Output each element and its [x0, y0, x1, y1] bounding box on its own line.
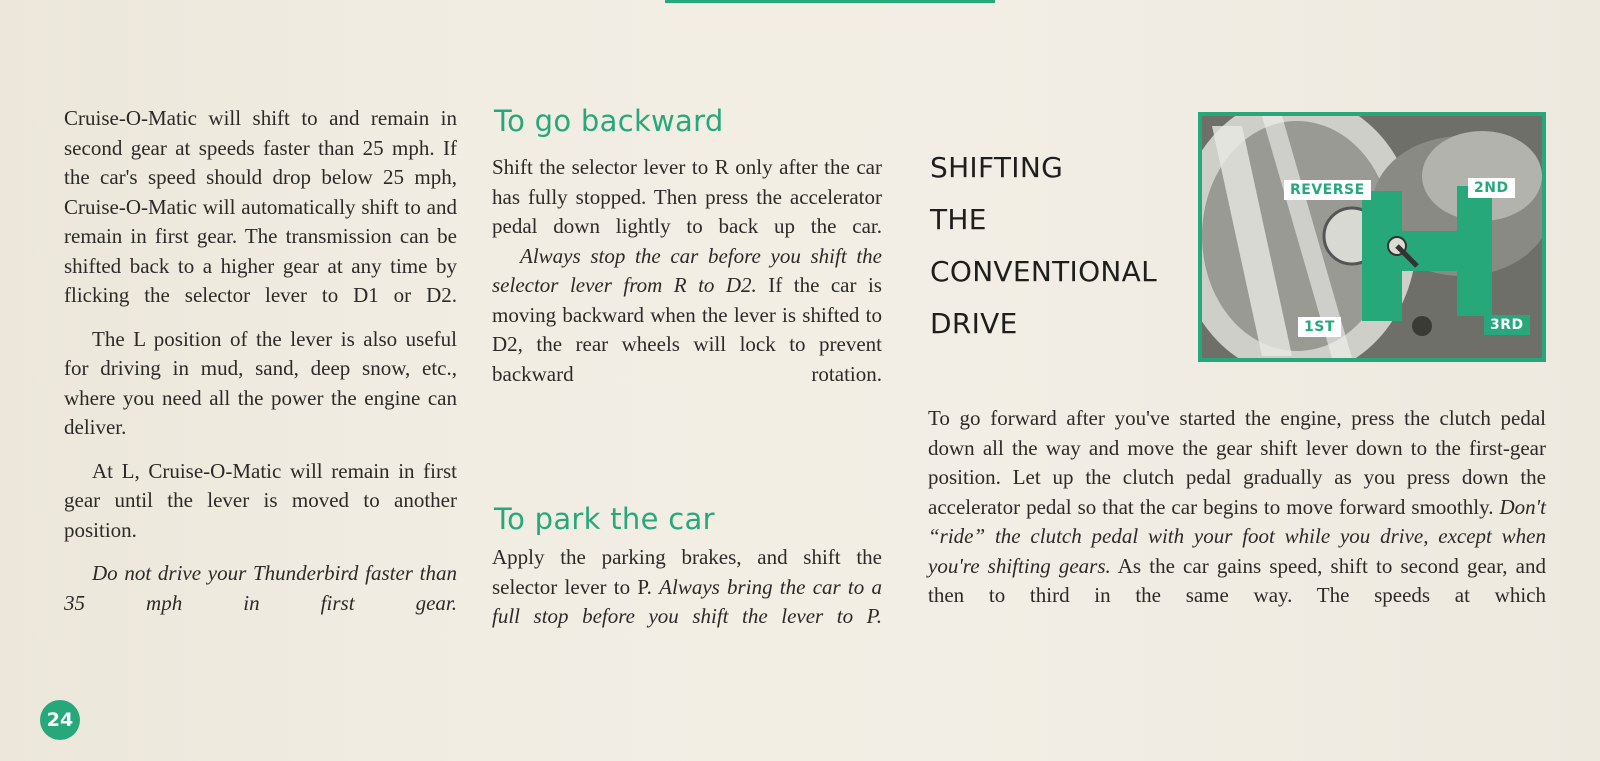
forward-text-end: As the car gains speed, shift to second gear, and then to third in the same way. The speeds at which — [928, 553, 1546, 607]
top-accent-bar — [665, 0, 995, 3]
paragraph-at-l: At L, Cruise-O-Matic will remain in first gear until the lever is moved to another position. — [64, 458, 457, 542]
page-number-badge: 24 — [40, 700, 80, 740]
park-text-start: Apply the parking brakes, and shift the selector lever to P. — [492, 545, 882, 599]
heading-line-1: SHIFTING — [930, 151, 1064, 184]
column-right — [928, 404, 1546, 611]
backward-warning-rest: If the car is moving backward when the lever is shifted to D2, the rear wheels will lock to prevent backward rotation. — [492, 273, 882, 386]
column-left — [64, 104, 457, 618]
paragraph-go-forward — [928, 404, 1546, 611]
paragraph-backward-shift: Shift the selector lever to R only after the car has fully stopped. Then press the accelerator pedal down lightly to back up the car. — [492, 155, 882, 238]
label-second: 2ND — [1468, 178, 1515, 198]
forward-text-start: To go forward after you've started the engine, press the clutch pedal down all the way and move the gear shift lever down to the first-gear position. Let up the clutch pedal gradually as you press down the accelerator pedal so that the car begins to move forward smoothly. — [928, 406, 1546, 519]
heading-line-3: CONVENTIONAL — [930, 255, 1158, 288]
backward-warning-italic: Always stop the car before you shift the selector lever from R to D2. — [492, 243, 882, 297]
column-middle-park — [492, 543, 882, 632]
speed-warning-text: Do not drive your Thunderbird faster than 35 mph in first gear. — [64, 561, 457, 615]
park-text-italic: Always bring the car to a full stop before you shift the lever to P. — [492, 574, 882, 628]
heading-to-park-the-car: To park the car — [494, 502, 715, 536]
label-first: 1ST — [1298, 317, 1341, 337]
paragraph-l-position: The L position of the lever is also useful for driving in mud, sand, deep snow, etc., where you need all the power the engine can deliver. — [64, 326, 457, 439]
heading-line-2: THE — [930, 203, 987, 236]
label-reverse: REVERSE — [1284, 180, 1371, 200]
column-middle-backward — [492, 153, 882, 389]
forward-text-italic: Don't “ride” the clutch pedal with your foot while you drive, except when you're shifting gears. — [928, 494, 1546, 578]
heading-to-go-backward: To go backward — [494, 104, 724, 138]
gear-shift-photo — [1198, 112, 1546, 362]
heading-shifting-conventional-drive — [930, 142, 1157, 350]
paragraph-backward-warning — [492, 242, 882, 390]
paragraph-speed-warning — [64, 559, 457, 618]
paragraph-cruise-o-matic-shift: Cruise-O-Matic will shift to and remain in second gear at speeds faster than 25 mph. If the car's speed should drop below 25 mph, Cruise-O-Matic will automatically shift to and remain in first gear. The transmission can be shifted back to a higher gear at any time by flicking the selector lever to D1 or D2. — [64, 106, 457, 307]
paragraph-park — [492, 543, 882, 632]
label-third: 3RD — [1484, 315, 1530, 335]
heading-line-4: DRIVE — [930, 307, 1018, 340]
